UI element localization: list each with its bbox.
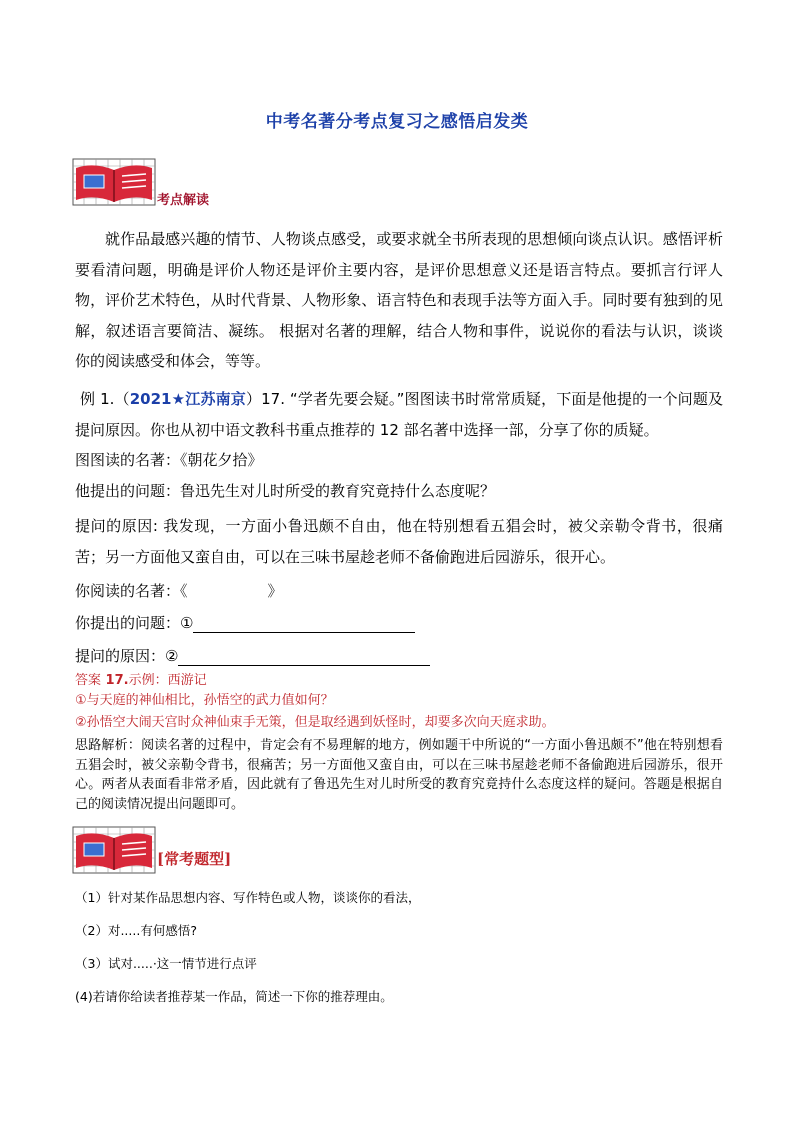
section-label-changkao: [常考题型] bbox=[157, 850, 232, 868]
example-prefix: 例 1.（ bbox=[79, 390, 130, 408]
your-reason-line bbox=[75, 645, 430, 666]
example-reason-line: 提问的原因: 我发现，一方面小鲁迅颇不自由，他在特别想看五猖会时，被父亲勒令背书，很痛苦；另一方面他又蛮自由，可以在三味书屋趁老师不备偷跑进后园游乐，很开心。 bbox=[75, 517, 723, 566]
answer-item-1: ①与天庭的神仙相比，孙悟空的武力值如何？ bbox=[75, 693, 334, 708]
example-source: 2021★江苏南京 bbox=[129, 390, 246, 408]
open-book-icon bbox=[72, 158, 156, 206]
page-title: 中考名著分考点复习之感悟启发类 bbox=[265, 112, 529, 132]
example-question-line: 他提出的问题：鲁迅先生对儿时所受的教育究竟持什么态度呢？ bbox=[75, 481, 496, 500]
your-book-label: 你阅读的名著：《 bbox=[75, 582, 188, 600]
section-label-kaodian: 考点解读 bbox=[157, 193, 210, 208]
example-book-line: 图图读的名著：《朝花夕拾》 bbox=[75, 451, 263, 469]
question-blank[interactable] bbox=[193, 615, 415, 633]
answer-label: 答案 bbox=[75, 673, 102, 688]
question-type-4: (4)若请你给读者推荐某一作品，简述一下你的推荐理由。 bbox=[75, 989, 393, 1004]
answer-number: 17. bbox=[101, 673, 129, 688]
analysis-paragraph: 思路解析：阅读名著的过程中，肯定会有不易理解的地方，例如题干中所说的“一方面小鲁迅颇不”他在特别想看五猖会时，被父亲勒令背书，很痛苦；另一方面他又蛮自由，可以在三味书屋趁老师不备偷跑进后园游乐，很开心。两者从表面看非常矛盾，因此就有了鲁迅先生对儿时所受的教育究竟持什么态度这样的疑问。答题是根据自己的阅读情况提出问题即可。 bbox=[75, 738, 723, 812]
your-question-label: 你提出的问题：① bbox=[75, 614, 194, 632]
your-book-line bbox=[75, 580, 283, 601]
intro-paragraph bbox=[75, 224, 723, 377]
answer-item-2: ②孙悟空大闹天宫时众神仙束手无策，但是取经遇到妖怪时，却要多次向天庭求助。 bbox=[75, 715, 555, 730]
question-type-1: （1）针对某作品思想内容、写作特色或人物，谈谈你的看法， bbox=[75, 890, 421, 905]
question-type-2: （2）对.....有何感悟? bbox=[75, 923, 197, 938]
your-book-close: 》 bbox=[267, 582, 283, 600]
question-type-3: （3）试对.....·这一情节进行点评 bbox=[75, 956, 257, 971]
answer-text: 示例：西游记 bbox=[128, 673, 207, 688]
your-question-line bbox=[75, 612, 415, 633]
example-suffix: ）17. “学者先要会疑。”图图读书时常常质疑，下面是他提的一个问题及提问原因。你也从初中语文教科书重点推荐的 12 部名著中选择一部，分享了你的质疑。 bbox=[75, 390, 723, 439]
intro-text: 就作品最感兴趣的情节、人物谈点感受，或要求就全书所表现的思想倾向谈点认识。感悟评析要看清问题，明确是评价人物还是评价主要内容，是评价思想意义还是语言特点。要抓言行评人物，评价艺术特色，从时代背景、人物形象、语言特色和表现手法等方面入手。同时要有独到的见解，叙述语言要简洁、凝练。 根据对名著的理解，结合人物和事件，说说你的看法与认识，谈谈你的阅读感受和体会，等等。 bbox=[75, 230, 723, 370]
example-prompt bbox=[75, 384, 723, 445]
your-reason-label: 提问的原因：② bbox=[75, 647, 179, 665]
answer-line bbox=[75, 671, 207, 690]
open-book-icon bbox=[72, 826, 156, 874]
example-block bbox=[75, 384, 723, 572]
reason-blank[interactable] bbox=[178, 648, 430, 666]
